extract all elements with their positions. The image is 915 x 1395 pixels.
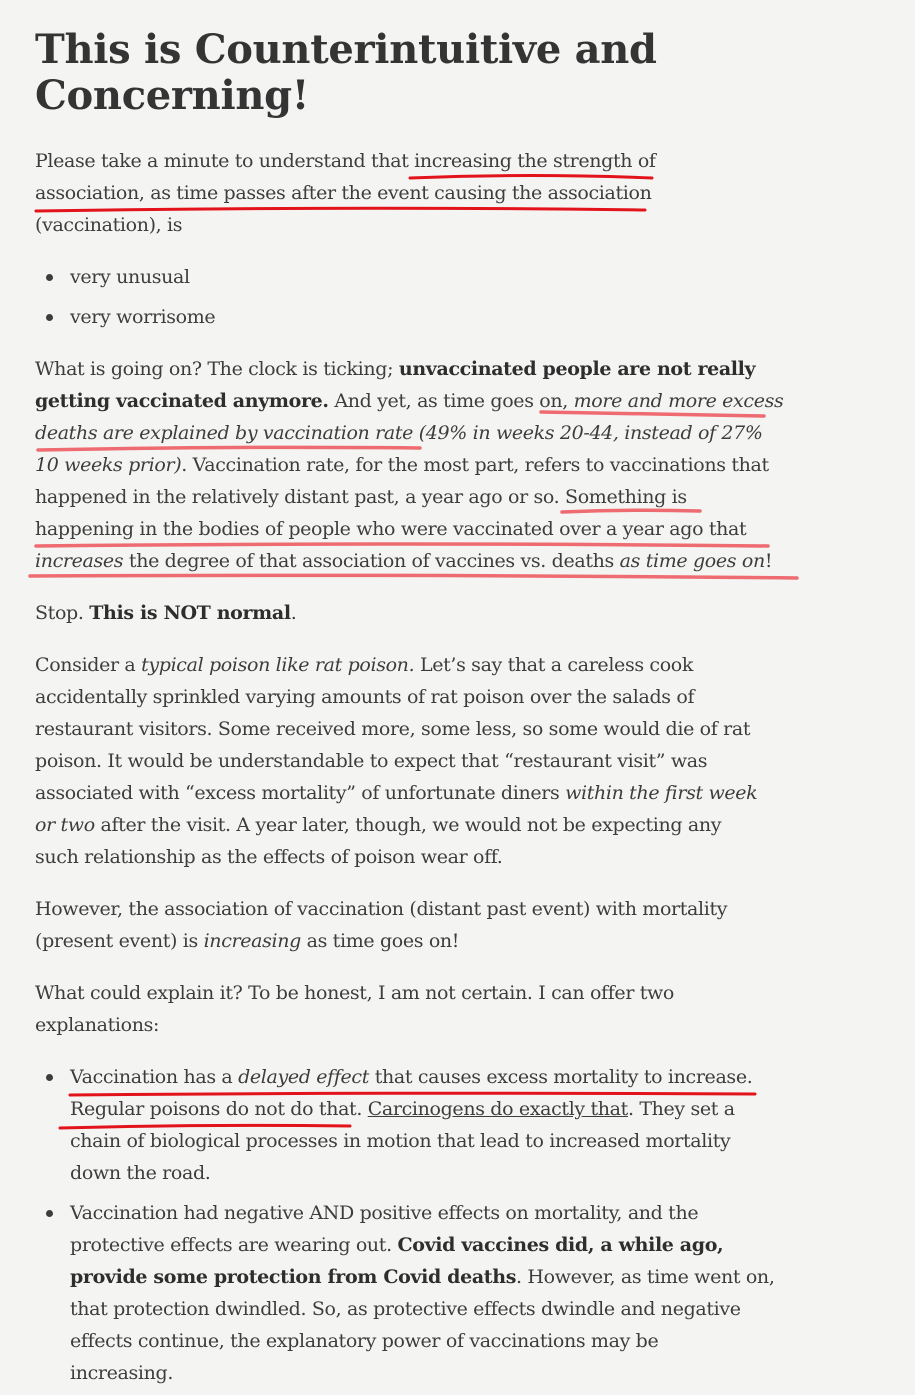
paragraph-stop: Stop. This is NOT normal.	[35, 602, 297, 624]
list-item: very unusual	[70, 266, 190, 288]
bullet-icon	[46, 314, 53, 321]
bullet-icon	[46, 274, 53, 281]
bullet-icon	[46, 1210, 53, 1217]
page-title: This is Counterintuitive and Concerning!	[35, 26, 657, 119]
list-item: very worrisome	[70, 306, 216, 328]
bullet-icon	[46, 1074, 53, 1081]
carcinogens-link[interactable]: Carcinogens do exactly that	[367, 1098, 628, 1120]
